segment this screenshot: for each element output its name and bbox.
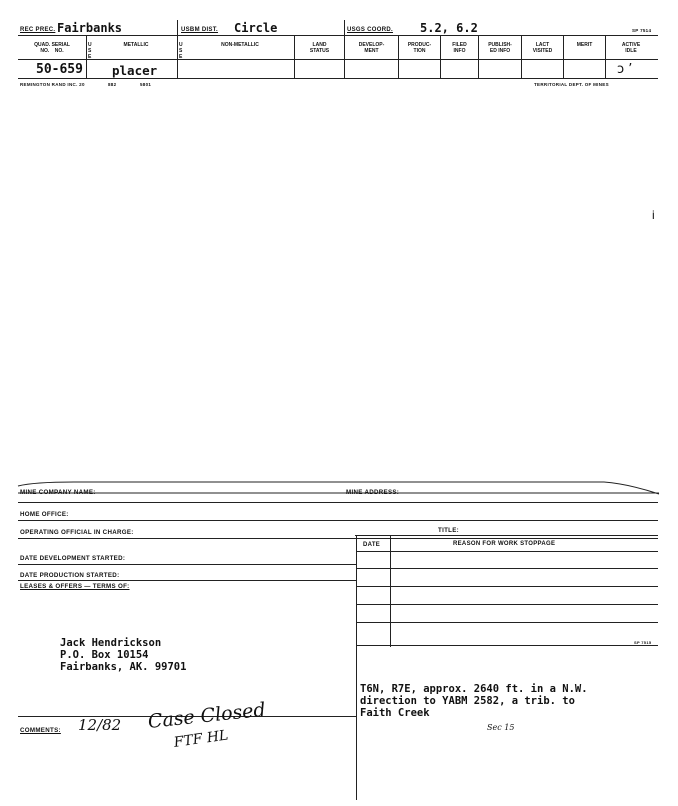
card-footer-left: REMINGTON RAND INC. 20 [20, 82, 85, 87]
rule [356, 604, 658, 605]
comments-initials: FTF HL [172, 727, 230, 751]
rule [356, 551, 658, 552]
lower-form-number: SP 7515 [634, 640, 652, 645]
title-label: TITLE: [438, 527, 460, 534]
location-line: T6N, R7E, approx. 2640 ft. in a N.W. [360, 683, 588, 695]
col-active-idle: ACTIVE IDLE [621, 42, 641, 54]
leases-label: LEASES & OFFERS — TERMS OF: [20, 583, 130, 590]
section-note: Sec 15 [487, 723, 515, 732]
owner-address-line: P.O. Box 10154 [60, 649, 149, 662]
rule [356, 568, 658, 569]
location-line: Faith Creek [360, 707, 430, 720]
card-footer-code: 5801 [140, 82, 152, 87]
mine-company-label: MINE COMPANY NAME: [20, 489, 96, 496]
comments-text: Case Closed [146, 698, 267, 733]
col-published-info: PUBLISH- ED INFO [488, 42, 512, 54]
active-idle-mark: ɔ ’ [617, 62, 633, 77]
comments-date: 12/82 [78, 716, 122, 734]
rule [355, 535, 658, 536]
owner-address-line: Fairbanks, AK. 99701 [60, 661, 187, 674]
rule [18, 564, 356, 565]
col-divider [177, 20, 178, 78]
col-land-status: LAND STATUS [309, 42, 330, 54]
owner-name: Jack Hendrickson [60, 637, 162, 649]
col-development: DEVELOP- MENT [358, 42, 385, 54]
card-top-edge [14, 476, 664, 496]
location-line: direction to YABM 2582, a trib. to [360, 695, 575, 708]
card-bottom-rule [18, 78, 658, 79]
mine-address-label: MINE ADDRESS: [346, 489, 400, 496]
rec-prec-value: Fairbanks [57, 21, 123, 35]
header-rule [18, 35, 658, 36]
rule [18, 538, 658, 539]
owner-address-block [60, 637, 186, 673]
metallic-value: placer [112, 63, 158, 78]
col-merit: MERIT [576, 42, 593, 48]
stray-mark: i [652, 208, 655, 222]
reason-col-header: REASON FOR WORK STOPPAGE [453, 541, 556, 547]
col-metallic: METALLIC [123, 42, 149, 48]
col-use-metallic: U S E [88, 42, 92, 60]
operating-official-label: OPERATING OFFICIAL IN CHARGE: [20, 529, 134, 536]
rule [356, 622, 658, 623]
usbm-dist-value: Circle [234, 21, 278, 35]
card-footer-right: TERRITORIAL DEPT. OF MINES [534, 82, 609, 87]
usgs-coord-label: USGS COORD. [347, 27, 393, 33]
rule [18, 580, 356, 581]
col-filed-info: FILED INFO [452, 42, 467, 54]
comments-label: COMMENTS: [20, 727, 61, 734]
rule [18, 502, 658, 503]
rule [18, 520, 658, 521]
quad-serial-value: 50-659 [36, 62, 83, 77]
table-border [356, 645, 357, 800]
form-number: SP 7514 [632, 28, 652, 33]
usgs-coord-value: 5.2, 6.2 [420, 21, 478, 35]
col-divider [86, 36, 87, 78]
col-last-visited: LACT VISITED [532, 42, 553, 54]
usbm-dist-label: USBM DIST. [181, 27, 219, 33]
rule [356, 586, 658, 587]
date-col-header: DATE [363, 542, 381, 548]
date-prod-started-label: DATE PRODUCTION STARTED: [20, 572, 120, 579]
location-description [360, 683, 588, 719]
col-quad-serial: QUAD. SERIAL NO. NO. [34, 42, 70, 54]
rec-prec-label: REC PREC. [20, 27, 56, 33]
row-rule [18, 59, 658, 60]
col-use-nonmetallic: U S E [179, 42, 183, 60]
col-production: PRODUC- TION [407, 42, 432, 54]
rule [356, 645, 658, 646]
date-dev-started-label: DATE DEVELOPMENT STARTED: [20, 555, 126, 562]
card-footer-code: 882 [108, 82, 117, 87]
col-non-metallic: NON-METALLIC [221, 42, 259, 48]
home-office-label: HOME OFFICE: [20, 511, 69, 518]
